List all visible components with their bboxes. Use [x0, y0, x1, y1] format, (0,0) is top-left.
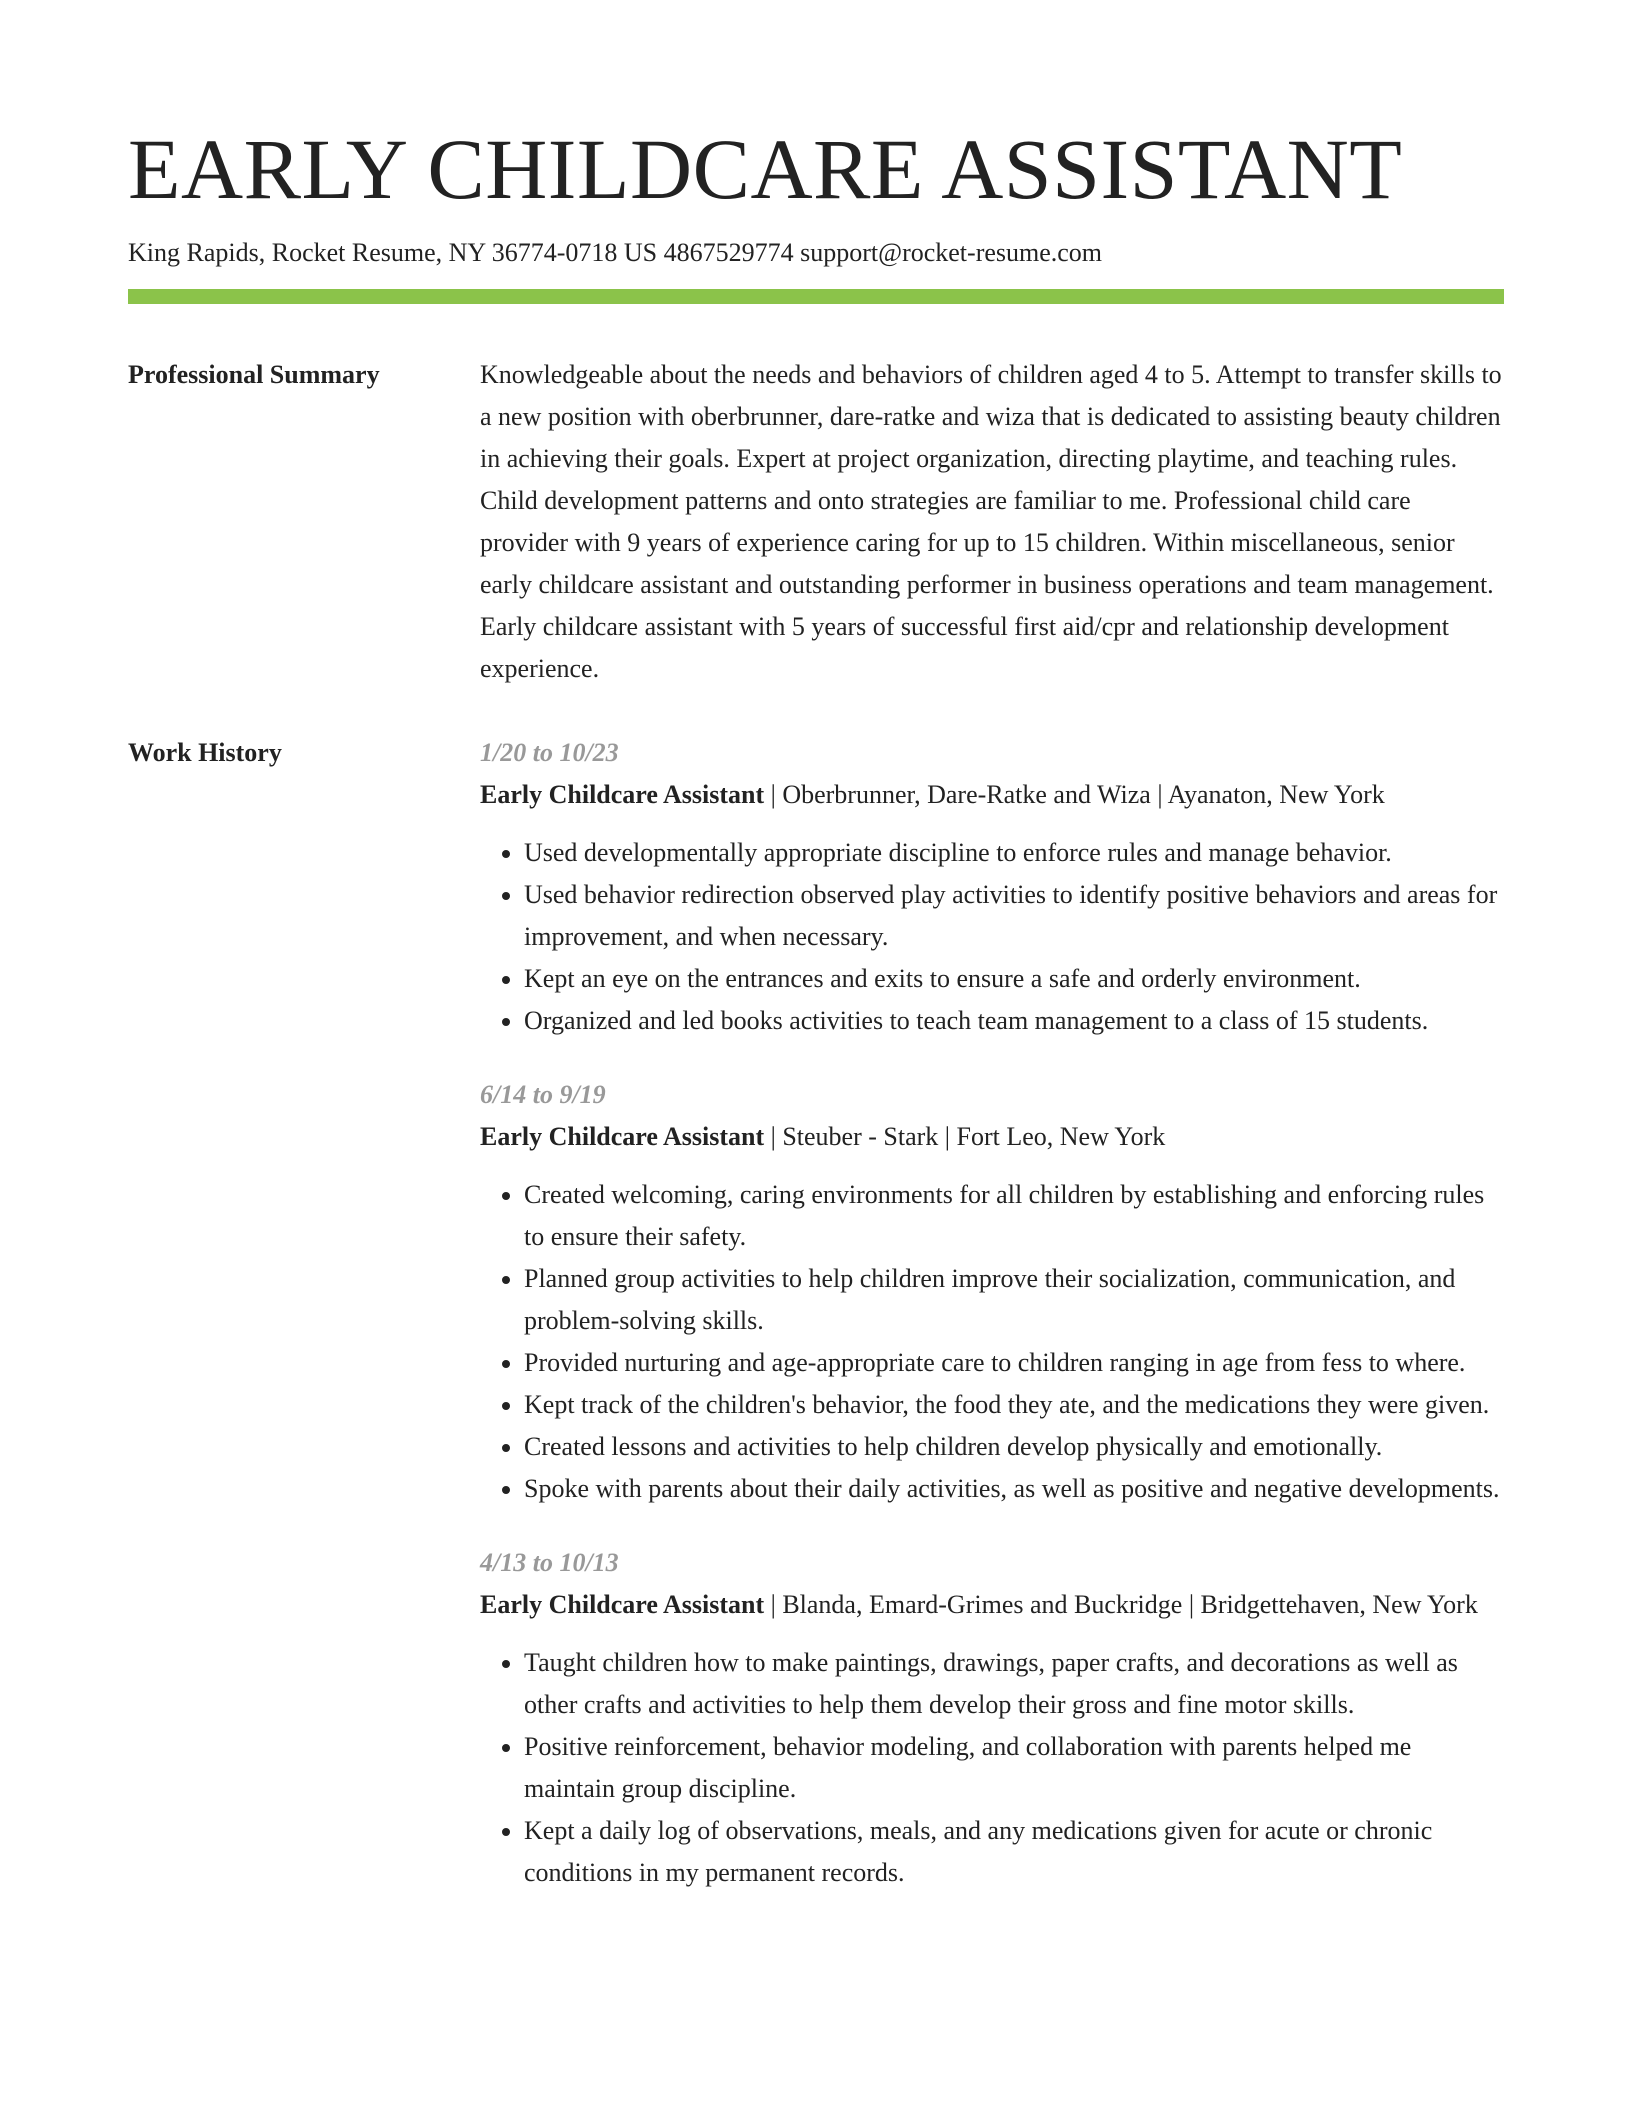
separator: |: [770, 780, 776, 809]
job-bullets: [480, 832, 1504, 1042]
list-item: • Used developmentally appropriate discipline to enforce rules and manage behavior.: [524, 832, 1504, 874]
contact-phone: 4867529774: [663, 238, 794, 267]
job-entry: [480, 1074, 1504, 1510]
list-item: • Organized and led books activities to teach team management to a class of 15 students.: [524, 1000, 1504, 1042]
job-company: Steuber - Stark: [782, 1122, 939, 1151]
list-item: • Used behavior redirection observed play activities to identify positive behaviors and areas for improvement, and when necessary.: [524, 874, 1504, 958]
job-location: Ayanaton, New York: [1167, 780, 1385, 809]
list-item: • Spoke with parents about their daily activities, as well as positive and negative developments.: [524, 1468, 1504, 1510]
job-heading: [480, 774, 1504, 816]
separator: |: [944, 1122, 951, 1151]
job-company: Blanda, Emard-Grimes and Buckridge: [782, 1590, 1183, 1619]
separator: |: [770, 1590, 776, 1619]
job-dates: 6/14 to 9/19: [480, 1080, 606, 1109]
job-heading: [480, 1584, 1504, 1626]
job-heading: [480, 1116, 1504, 1158]
contact-line: [128, 236, 1504, 270]
separator: |: [770, 1122, 776, 1151]
separator: |: [1188, 1590, 1195, 1619]
section-content: [480, 354, 1504, 690]
job-dates: 1/20 to 10/23: [480, 738, 619, 767]
job-location: Fort Leo, New York: [956, 1122, 1166, 1151]
professional-summary-section: [128, 354, 1504, 690]
list-item: • Taught children how to make paintings, drawings, paper crafts, and decorations as well as other crafts and activities to help them develop their gross and fine motor skills.: [524, 1642, 1504, 1726]
resume-title: EARLY CHILDCARE ASSISTANT: [128, 121, 1403, 217]
job-dates: 4/13 to 10/13: [480, 1548, 619, 1577]
section-heading: Professional Summary: [128, 360, 380, 389]
job-title: Early Childcare Assistant: [480, 780, 765, 809]
job-entry: [480, 732, 1504, 1042]
work-history-section: [128, 732, 1504, 1926]
list-item: • Provided nurturing and age-appropriate care to children ranging in age from fess to where.: [524, 1342, 1504, 1384]
list-item: • Kept an eye on the entrances and exits to ensure a safe and orderly environment.: [524, 958, 1504, 1000]
separator: |: [1157, 780, 1163, 809]
list-item: • Created welcoming, caring environments for all children by establishing and enforcing rules to ensure their safety.: [524, 1174, 1504, 1258]
section-heading: Work History: [128, 738, 282, 767]
job-company: Oberbrunner, Dare-Ratke and Wiza: [782, 780, 1151, 809]
job-title: Early Childcare Assistant: [480, 1590, 765, 1619]
list-item: • Created lessons and activities to help children develop physically and emotionally.: [524, 1426, 1504, 1468]
section-content: [480, 732, 1504, 1926]
contact-email[interactable]: support@rocket-resume.com: [800, 238, 1103, 267]
job-title: Early Childcare Assistant: [480, 1122, 765, 1151]
header-divider: [128, 289, 1504, 304]
list-item: • Kept track of the children's behavior, the food they ate, and the medications they were given.: [524, 1384, 1504, 1426]
job-entry: [480, 1542, 1504, 1894]
contact-address: King Rapids, Rocket Resume, NY 36774-0718 US: [128, 238, 658, 267]
resume-page: [128, 0, 1504, 1926]
list-item: • Planned group activities to help children improve their socialization, communication, and problem-solving skills.: [524, 1258, 1504, 1342]
job-bullets: [480, 1642, 1504, 1894]
list-item: • Kept a daily log of observations, meals, and any medications given for acute or chronic conditions in my permanent records.: [524, 1810, 1504, 1894]
job-location: Bridgettehaven, New York: [1200, 1590, 1478, 1619]
job-bullets: [480, 1174, 1504, 1510]
list-item: • Positive reinforcement, behavior modeling, and collaboration with parents helped me maintain group discipline.: [524, 1726, 1504, 1810]
summary-text: Knowledgeable about the needs and behaviors of children aged 4 to 5. Attempt to transfer skills to a new position with oberbrunner, dare-ratke and wiza that is dedicated to assisting beauty children in achieving their goals. Expert at project organization, directing playtime, and teaching rules. Child development patterns and onto strategies are familiar to me. Professional child care provider with 9 years of experience caring for up to 15 children. Within miscellaneous, senior early childcare assistant and outstanding performer in business operations and team management. Early childcare assistant with 5 years of successful first aid/cpr and relationship development experience.: [480, 360, 1502, 683]
